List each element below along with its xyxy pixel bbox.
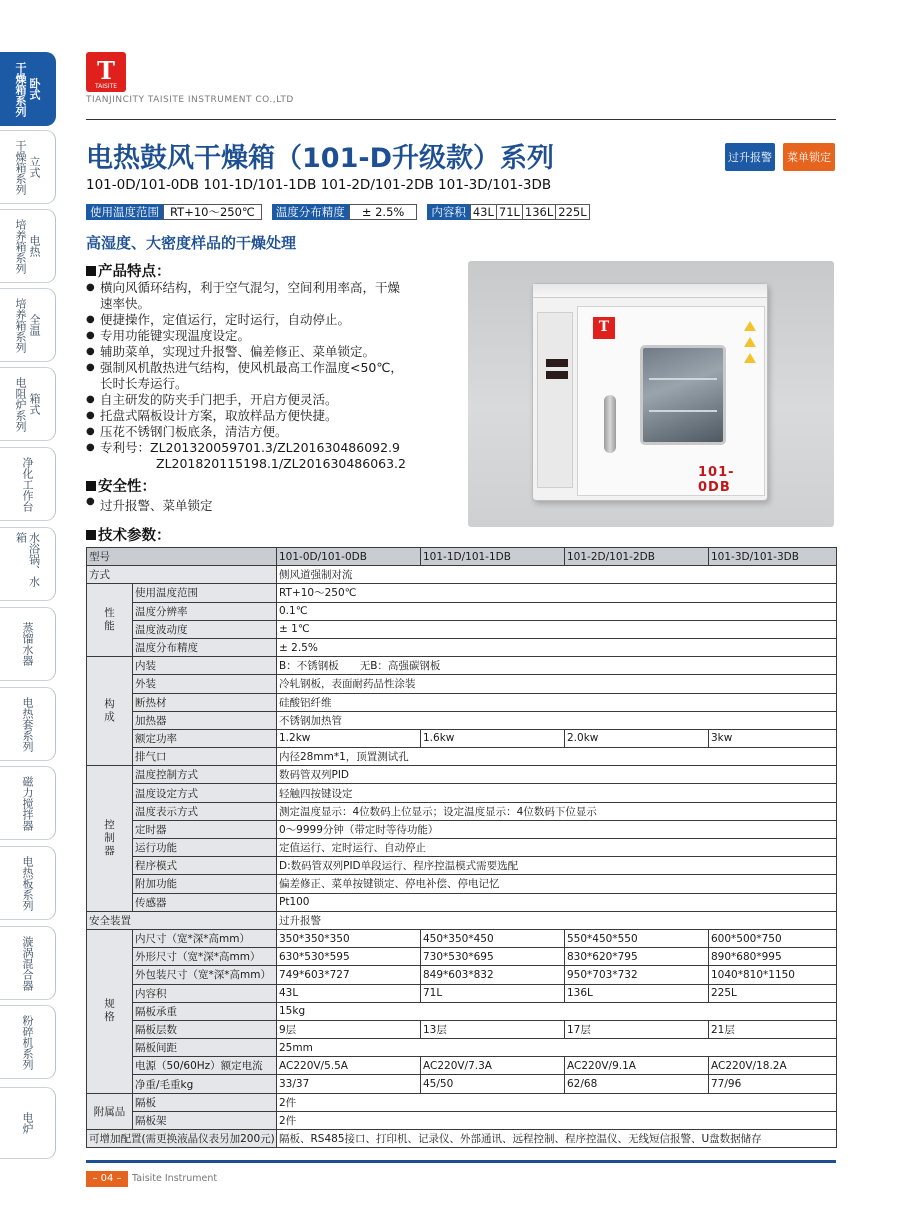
volume-label: 内容积 [427,204,470,220]
table-cell: 数码管双列PID [277,766,837,784]
side-tab-label: 水浴锅、水箱 [14,532,41,587]
table-row [87,766,837,784]
table-cell: 71L [421,984,565,1002]
row-label: 温度波动度 [133,620,277,638]
row-label: 附加功能 [133,875,277,893]
list-item: ● 横向风循环结构，利于空气混匀，空间利用率高，干燥 [86,280,436,296]
list-item: ● 过升报警、菜单锁定 [86,496,213,514]
list-item: ● 辅助菜单，实现过升报警、偏差修正、菜单锁定。 [86,344,436,360]
side-tab[interactable] [0,288,56,362]
table-cell: 225L [709,984,837,1002]
product-photo [468,261,834,527]
list-item: ● 专用功能键实现温度设定。 [86,328,436,344]
company-logo: T TAISITE [86,52,126,92]
table-cell: 过升报警 [277,911,837,929]
safety-list [86,496,213,514]
table-cell: 1040*810*1150 [709,966,837,984]
row-label: 隔板架 [133,1111,277,1129]
row-label: 型号 [87,548,277,566]
table-cell: 0.1℃ [277,602,837,620]
table-row [87,657,837,675]
square-bullet-icon [86,530,96,540]
table-row [87,839,837,857]
row-label: 使用温度范围 [133,584,277,602]
table-cell: 749*603*727 [277,966,421,984]
side-tab-sublabel: 电热 [28,235,41,257]
table-cell: 890*680*995 [709,948,837,966]
table-cell: 硅酸铝纤维 [277,693,837,711]
table-cell: Pt100 [277,893,837,911]
list-item: ● 自主研发的防夹手门把手，开启方便灵活。 [86,392,436,408]
group-cell [87,929,133,1093]
table-cell: 849*603*832 [421,966,565,984]
uniformity-label: 温度分布精度 [272,204,349,220]
table-cell: 62/68 [565,1075,709,1093]
table-cell: AC220V/9.1A [565,1057,709,1075]
footer-divider [86,1160,836,1163]
table-row [87,1002,837,1020]
temp-range-value: RT+10～250℃ [163,204,262,220]
table-cell: 630*530*595 [277,948,421,966]
table-cell: 3kw [709,729,837,747]
square-bullet-icon [86,481,96,491]
model-list: 101-0D/101-0DB 101-1D/101-1DB 101-2D/101-2DB 101-3D/101-3DB [86,177,552,193]
table-row [87,820,837,838]
table-row [87,1093,837,1111]
table-cell: AC220V/5.5A [277,1057,421,1075]
table-cell: B：不锈钢板 无B：高强碳钢板 [277,657,837,675]
lock-tag: 菜单锁定 [783,143,835,171]
footer-brand: Taisite Instrument [132,1173,218,1184]
table-row [87,1075,837,1093]
page-title: 电热鼓风干燥箱（101-D升级款）系列 [86,143,554,174]
list-item: ● 强制风机散热进气结构，使风机最高工作温度<50℃， [86,360,436,376]
side-tab[interactable] [0,926,56,1000]
row-label: 传感器 [133,893,277,911]
table-cell: 测定温度显示：4位数码上位显示；设定温度显示：4位数码下位显示 [277,802,837,820]
side-tab-sublabel: 全温 [28,314,41,336]
square-bullet-icon [86,266,96,276]
table-row [87,929,837,947]
warning-icon [744,353,756,363]
header-divider [86,119,836,120]
table-cell: 轻触四按键设定 [277,784,837,802]
table-row [87,566,837,584]
table-row [87,584,837,602]
table-row [87,748,837,766]
row-label: 可增加配置(需更换液晶仪表另加200元) [87,1130,277,1148]
table-cell: 1.2kw [277,729,421,747]
row-label: 运行功能 [133,839,277,857]
group-cell: 附属品 [87,1093,133,1129]
table-cell: ± 1℃ [277,620,837,638]
row-label: 定时器 [133,820,277,838]
warning-icon [744,337,756,347]
table-row [87,911,837,929]
table-row [87,548,837,566]
table-row [87,675,837,693]
table-cell: 350*350*350 [277,929,421,947]
table-cell: AC220V/18.2A [709,1057,837,1075]
table-cell: 侧风道强制对流 [277,566,837,584]
table-row [87,711,837,729]
table-cell: 45/50 [421,1075,565,1093]
table-cell: 偏差修正、菜单按键锁定、停电补偿、停电记忆 [277,875,837,893]
door-logo: T [593,317,615,339]
side-tab-label: 净化工作台 [21,456,34,512]
table-cell: 2件 [277,1093,837,1111]
table-row [87,893,837,911]
side-tab-label: 干燥箱系列 [14,139,27,195]
table-cell: 不锈钢加热管 [277,711,837,729]
subtitle: 高湿度、大密度样品的干燥处理 [86,234,297,252]
side-tab[interactable] [0,209,56,283]
table-row [87,966,837,984]
table-cell: 21层 [709,1020,837,1038]
row-label: 温度分辨率 [133,602,277,620]
list-item: 长时长寿运行。 [100,376,188,391]
side-tab[interactable] [0,1087,56,1159]
side-tab-label: 电热套系列 [21,696,34,752]
row-label: 排气口 [133,748,277,766]
list-item: ● 压花不锈钢门板底条，清洁方便。 [86,424,436,440]
table-cell: 0～9999分钟（带定时等待功能） [277,820,837,838]
side-tab-label: 培养箱系列 [14,297,27,353]
list-item: ● 便捷操作，定值运行，定时运行，自动停止。 [86,312,436,328]
features-heading: 产品特点： [86,260,171,281]
uniformity-value: ± 2.5% [349,204,418,220]
table-row [87,602,837,620]
spec-table [86,547,837,1148]
side-tab-label: 磁力搅拌器 [21,775,34,831]
table-cell: 950*703*732 [565,966,709,984]
table-row [87,1039,837,1057]
table-cell: 隔板、RS485接口、打印机、记录仪、外部通讯、远程控制、程序控温仪、无线短信报警、U盘数据储存 [277,1130,837,1148]
row-label: 外形尺寸（宽*深*高mm） [133,948,277,966]
side-tab-label: 粉碎机系列 [21,1014,34,1070]
row-label: 温度表示方式 [133,802,277,820]
table-cell: 730*530*695 [421,948,565,966]
side-tab-label: 电阻炉系列 [14,376,27,432]
table-cell: 内径28mm*1，顶置测试孔 [277,748,837,766]
side-tab[interactable] [0,52,56,126]
side-tab[interactable] [0,447,56,521]
group-cell [87,584,133,657]
table-row [87,620,837,638]
side-tab[interactable] [0,687,56,761]
side-tab[interactable] [0,846,56,920]
oven-door [577,306,765,496]
row-label: 电源（50/60Hz）额定电流 [133,1057,277,1075]
row-label: 净重/毛重kg [133,1075,277,1093]
side-tab-sublabel: 箱式 [28,393,41,415]
side-tab[interactable] [0,367,56,441]
row-label: 隔板间距 [133,1039,277,1057]
table-cell: 冷轧钢板，表面耐药品性涂装 [277,675,837,693]
table-cell: 830*620*795 [565,948,709,966]
table-cell: 136L [565,984,709,1002]
side-tab-label: 电炉 [21,1112,34,1134]
row-label: 断热材 [133,693,277,711]
row-label: 内容积 [133,984,277,1002]
table-row [87,948,837,966]
volume-cell: 43L [470,204,497,220]
row-label: 隔板层数 [133,1020,277,1038]
group-label: 控制器 [104,819,115,857]
list-item: ZL201820115198.1/ZL201630486063.2 [156,456,406,471]
list-item: 速率快。 [100,296,151,311]
oven-model-label: 101-0DB [698,465,735,495]
row-label: 加热器 [133,711,277,729]
row-label: 温度控制方式 [133,766,277,784]
row-label: 外装 [133,675,277,693]
side-tab[interactable] [0,1005,56,1079]
table-row [87,729,837,747]
volume-cell: 225L [556,204,589,220]
alarm-tag: 过升报警 [725,143,775,171]
table-cell: 定值运行、定时运行、自动停止 [277,839,837,857]
table-cell: 43L [277,984,421,1002]
side-tab-sublabel: 立式 [28,156,41,178]
oven-illustration [532,283,768,501]
group-label: 构成 [104,698,115,724]
group-cell [87,766,133,912]
row-label: 内尺寸（宽*深*高mm） [133,929,277,947]
table-row [87,1111,837,1129]
volume-cell: 136L [523,204,556,220]
row-label: 程序模式 [133,857,277,875]
table-row [87,857,837,875]
table-cell: 2.0kw [565,729,709,747]
side-tab-sublabel: 卧式 [28,78,41,100]
row-label: 方式 [87,566,277,584]
table-cell: 600*500*750 [709,929,837,947]
side-tab[interactable] [0,607,56,681]
table-cell: 15kg [277,1002,837,1020]
feature-list [86,280,436,472]
table-row [87,875,837,893]
page-number: – 04 – [86,1171,128,1187]
table-cell: 1.6kw [421,729,565,747]
company-name: TIANJINCITY TAISITE INSTRUMENT CO.,LTD [86,95,294,105]
table-row [87,1020,837,1038]
table-row [87,638,837,656]
display-icon [546,371,568,379]
table-cell: 2件 [277,1111,837,1129]
row-label: 额定功率 [133,729,277,747]
table-row [87,784,837,802]
row-label: 隔板 [133,1093,277,1111]
table-row [87,1130,837,1148]
table-cell: 77/96 [709,1075,837,1093]
table-cell: 25mm [277,1039,837,1057]
display-icon [546,359,568,367]
row-label: 外包装尺寸（宽*深*高mm） [133,966,277,984]
table-cell: RT+10～250℃ [277,584,837,602]
table-cell: 17层 [565,1020,709,1038]
model-header: 101-1D/101-1DB [421,548,565,566]
table-cell: 33/37 [277,1075,421,1093]
row-label: 温度设定方式 [133,784,277,802]
row-label: 内装 [133,657,277,675]
warning-icon [744,321,756,331]
group-cell [87,657,133,766]
row-label: 隔板承重 [133,1002,277,1020]
side-tab[interactable] [0,766,56,840]
side-tab-label: 漩涡混合器 [21,935,34,991]
group-label: 规格 [104,998,115,1024]
table-cell: 450*350*450 [421,929,565,947]
table-row [87,1057,837,1075]
side-tab[interactable] [0,130,56,204]
group-label: 性能 [104,607,115,633]
table-cell: ± 2.5% [277,638,837,656]
row-label: 温度分布精度 [133,638,277,656]
list-item: ● 专利号：ZL201320059701.3/ZL201630486092.9 [86,440,436,456]
table-cell: 13层 [421,1020,565,1038]
model-header: 101-2D/101-2DB [565,548,709,566]
control-panel [537,312,573,488]
table-cell: 550*450*550 [565,929,709,947]
model-header: 101-3D/101-3DB [709,548,837,566]
list-item: ● 托盘式隔板设计方案，取放样品方便快捷。 [86,408,436,424]
model-header: 101-0D/101-0DB [277,548,421,566]
door-handle-icon [604,395,616,453]
side-tab[interactable] [0,527,56,601]
volume-cell: 71L [497,204,523,220]
row-label: 安全装置 [87,911,277,929]
side-tab-label: 干燥箱系列 [14,61,27,117]
table-cell: D:数码管双列PID单段运行、程序控温模式需要选配 [277,857,837,875]
temp-range-label: 使用温度范围 [86,204,163,220]
table-cell: AC220V/7.3A [421,1057,565,1075]
table-cell: 9层 [277,1020,421,1038]
side-tab-label: 培养箱系列 [14,218,27,274]
volume-options [470,204,590,220]
tech-heading: 技术参数： [86,524,171,545]
viewing-window [640,345,726,445]
quick-spec-bar [86,204,590,220]
side-tab-label: 电热板系列 [21,855,34,911]
table-row [87,984,837,1002]
safety-heading: 安全性： [86,475,156,496]
side-tab-label: 蒸馏水器 [21,622,34,666]
table-row [87,693,837,711]
table-row [87,802,837,820]
